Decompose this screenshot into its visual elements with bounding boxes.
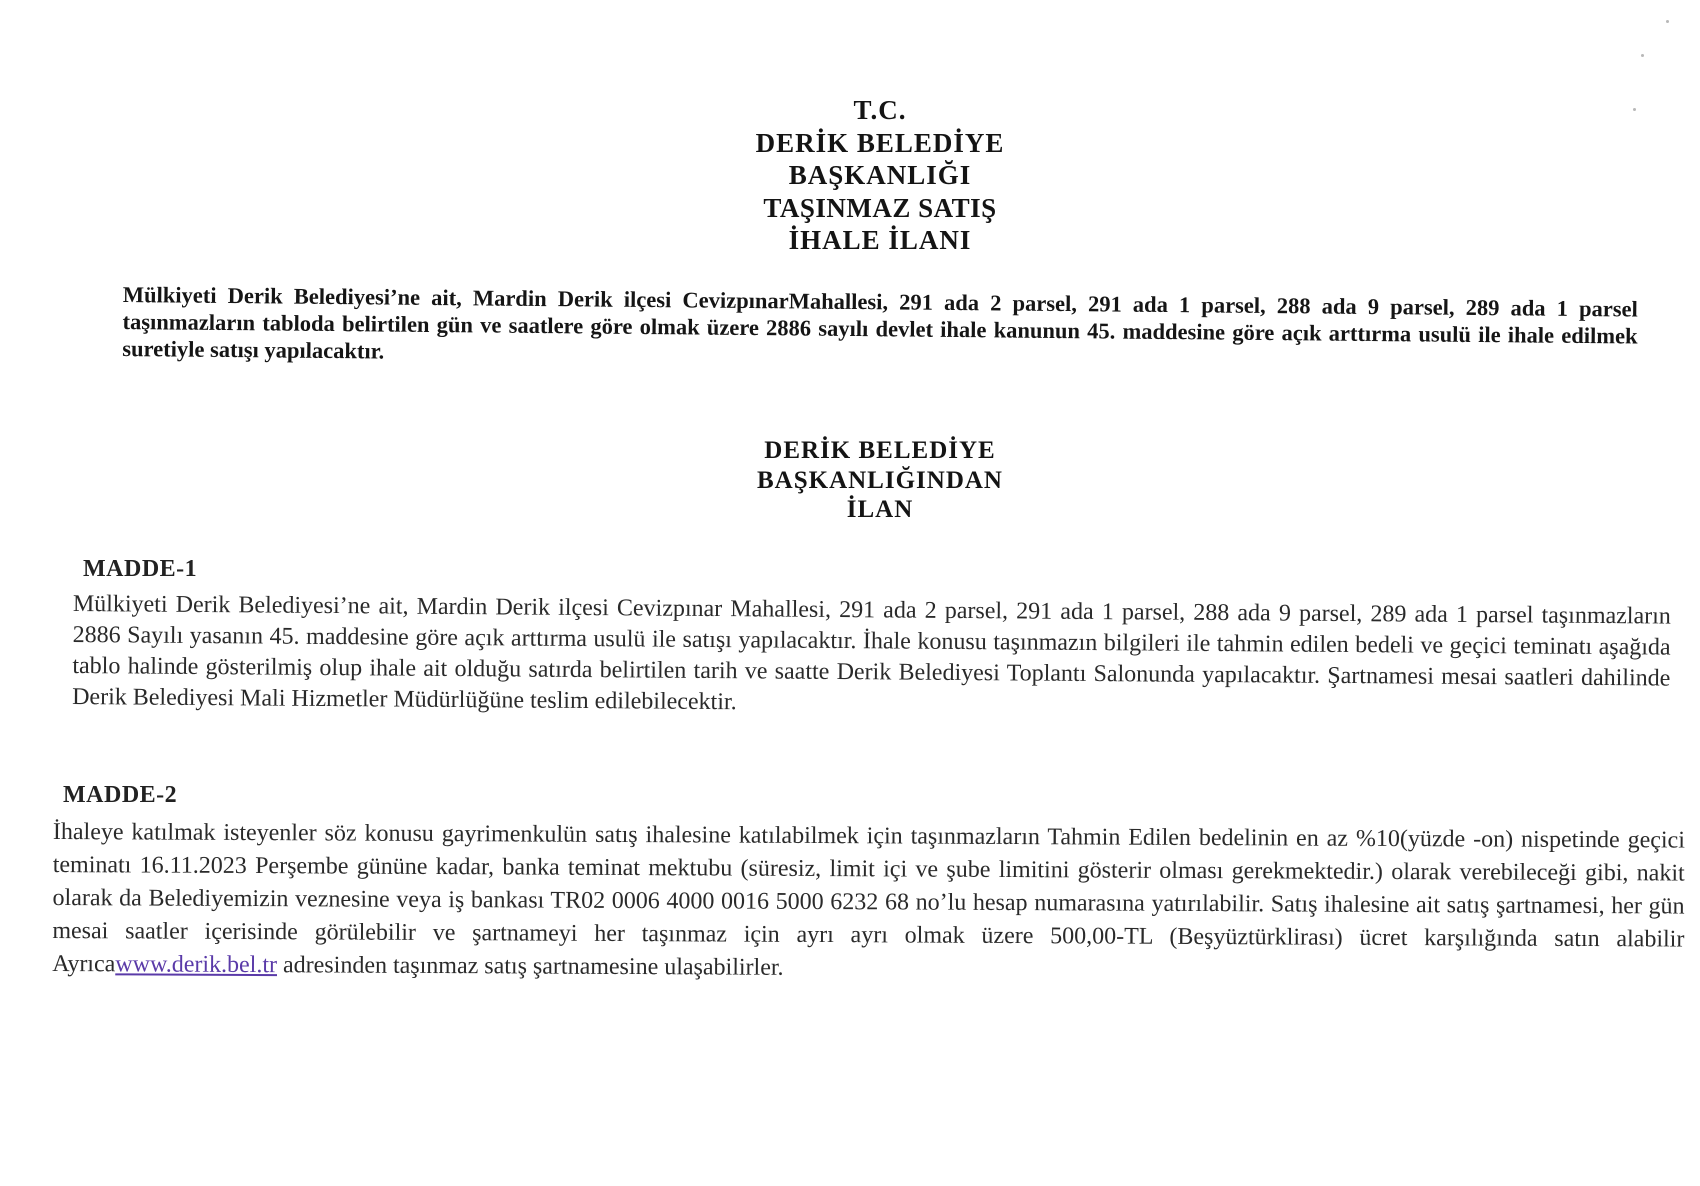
article-1-body: Mülkiyeti Derik Belediyesi’ne ait, Mardin Derik ilçesi Cevizpınar Mahallesi, 291 ada 2 parsel, 291 ada 1 parsel, 288 ada 9 parsel, 289 ada 1 parsel taşınmazların 2886 Sayılı yasanın 45. maddesine göre açık arttırma usulü ile satışı yapılacaktır. İhale konusu taşınmazın bilgileri ile tahmin edilen bedeli ve geçici teminatı aşağıda tablo halinde gösterilmiş olup ihale ait olduğu satırda belirtilen tarih ve saatte Derik Belediyesi Toplantı Salonunda yapılacaktır. Şartnamesi mesai saatleri dahilinde Derik Belediyesi Mali Hizmetler Müdürlüğüne teslim edilebilecektir.: [72, 590, 1671, 716]
scan-speck: [1641, 54, 1644, 57]
header-line-tc: T.C.: [853, 95, 907, 125]
header-line-presidency: BAŞKANLIĞI: [788, 160, 972, 190]
article-1-title: MADDE-1: [83, 556, 198, 582]
sub-header: [0, 436, 1700, 525]
sub-header-line-presidency: BAŞKANLIĞINDAN: [757, 466, 1003, 494]
article-2-body: [52, 816, 1685, 990]
sub-header-line-institution: DERİK BELEDİYE: [764, 437, 996, 464]
sub-header-line-announcement: İLAN: [846, 496, 914, 523]
document-header: [0, 94, 1700, 257]
scan-speck: [1633, 108, 1636, 111]
website-link[interactable]: www.derik.bel.tr: [115, 951, 278, 979]
article-2-text-part1: İhaleye katılmak isteyenler söz konusu gayrimenkulün satış ihalesine katılabilmek için taşınmazların Tahmin Edilen bedelinin en az %10(yüzde -on) nispetinde geçici teminatı 16.11.2023 Perşembe gününe kadar, banka teminat mektubu (süresiz, limit içi ve şube limitini gösterir olması gerekmektedir.) olarak verebileceği gibi, nakit olarak da Belediyemizin veznesine veya iş bankası TR02 0006 4000 0016 5000 6232 68 no’lu hesap numarasına yatırılabilir. Satış ihalesine ait satış şartnamesi, her gün mesai saatler içerisinde görülebilir ve şartnameyi her taşınmaz için ayrı ayrı olmak üzere 500,00-TL (Beşyüztürklirası) ücret karşılığında satın alabilir Ayrıca: [52, 818, 1685, 978]
intro-paragraph: Mülkiyeti Derik Belediyesi’ne ait, Mardin Derik ilçesi CevizpınarMahallesi, 291 ada 2 parsel, 291 ada 1 parsel, 288 ada 9 parsel, 289 ada 1 parsel taşınmazların tabloda belirtilen gün ve saatlere göre olmak üzere 2886 sayılı devlet ihale kanunun 45. maddesine göre açık arttırma usulü ile ihale edilmek suretiyle satışı yapılacaktır.: [122, 281, 1638, 364]
header-line-institution: DERİK BELEDİYE: [755, 127, 1005, 158]
article-2-title: MADDE-2: [63, 782, 178, 808]
scan-speck: [1666, 20, 1669, 23]
header-line-sale: TAŞINMAZ SATIŞ: [763, 192, 997, 223]
header-line-announcement: İHALE İLANI: [788, 225, 972, 255]
article-2-text-part2: adresinden taşınmaz satış şartnamesine ulaşabilirler.: [276, 952, 784, 981]
